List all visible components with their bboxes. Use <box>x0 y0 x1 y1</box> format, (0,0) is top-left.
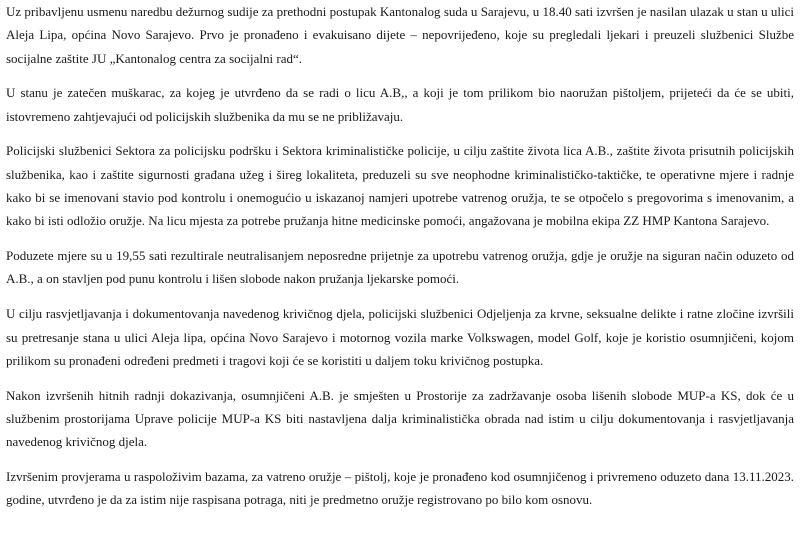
paragraph-7: Izvršenim provjerama u raspoloživim bazama, za vatreno oružje – pištolj, koje je pronađeno kod osumnjičenog i privremeno oduzeto dana 13.11.2023. godine, utvrđeno je da za istim nije raspisana potraga, niti je predmetno oružje registrovano po bilo kom osnovu. <box>6 469 794 508</box>
document-body <box>6 0 794 523</box>
paragraph-3: Policijski službenici Sektora za policijsku podršku i Sektora kriminalističke policije, u cilju zaštite života lica A.B., zaštite života prisutnih policijskih službenika, kao i zaštite sigurnosti građana užeg i šireg lokaliteta, preduzeli su sve neophodne kriminalističko-taktičke, te operativne mjere i radnje kako bi se imenovani stavio pod kontrolu i onemogućio u iskazanoj namjeri upotrebe vatrenog oružja, te se otpočelo s pregovorima s imenovanim, a kako bi isti odložio oružje. Na licu mjesta za potrebe pružanja hitne medicinske pomoći, angažovana je mobilna ekipa ZZ HMP Kantona Sarajevo. <box>6 143 794 229</box>
paragraph-5: U cilju rasvjetljavanja i dokumentovanja navedenog krivičnog djela, policijski službenici Odjeljenja za krvne, seksualne delikte i ratne zločine izvršili su pretresanje stana u ulici Aleja lipa, općina Novo Sarajevo i motornog vozila marke Volkswagen, model Golf, koje je koristio osumnjičeni, kojom prilikom su pronađeni određeni predmeti i tragovi koji će se koristiti u daljem toku krivičnog postupka. <box>6 306 794 368</box>
paragraph-2: U stanu je zatečen muškarac, za kojeg je utvrđeno da se radi o licu A.B,, a koji je tom prilikom bio naoružan pištoljem, prijeteći da će se ubiti, istovremeno zahtjevajući od policijskih službenika da mu se ne približavaju. <box>6 85 794 124</box>
paragraph-4: Poduzete mjere su u 19,55 sati rezultirale neutralisanjem neposredne prijetnje za upotrebu vatrenog oružja, gdje je oružje na siguran način oduzeto od A.B., a on stavljen pod punu kontrolu i lišen slobode nakon pružanja ljekarske pomoći. <box>6 248 794 287</box>
paragraph-1: Uz pribavljenu usmenu naredbu dežurnog sudije za prethodni postupak Kantonalog suda u Sarajevu, u 18.40 sati izvršen je nasilan ulazak u stan u ulici Aleja Lipa, općina Novo Sarajevo. Prvo je pronađeno i evakuisano dijete – nepovrijeđeno, koje su pregledali ljekari i preuzeli službenici Službe socijalne zaštite JU „Kantonalog centra za socijalni rad“. <box>6 4 794 66</box>
paragraph-6: Nakon izvršenih hitnih radnji dokazivanja, osumnjičeni A.B. je smješten u Prostorije za zadržavanje osoba lišenih slobode MUP-a KS, dok će u službenim prostorijama Uprave policije MUP-a KS biti nastavljena dalja kriminalistička obrada nad istim u cilju dokumentovanja i rasvjetljavanja navedenog krivičnog djela. <box>6 387 794 450</box>
